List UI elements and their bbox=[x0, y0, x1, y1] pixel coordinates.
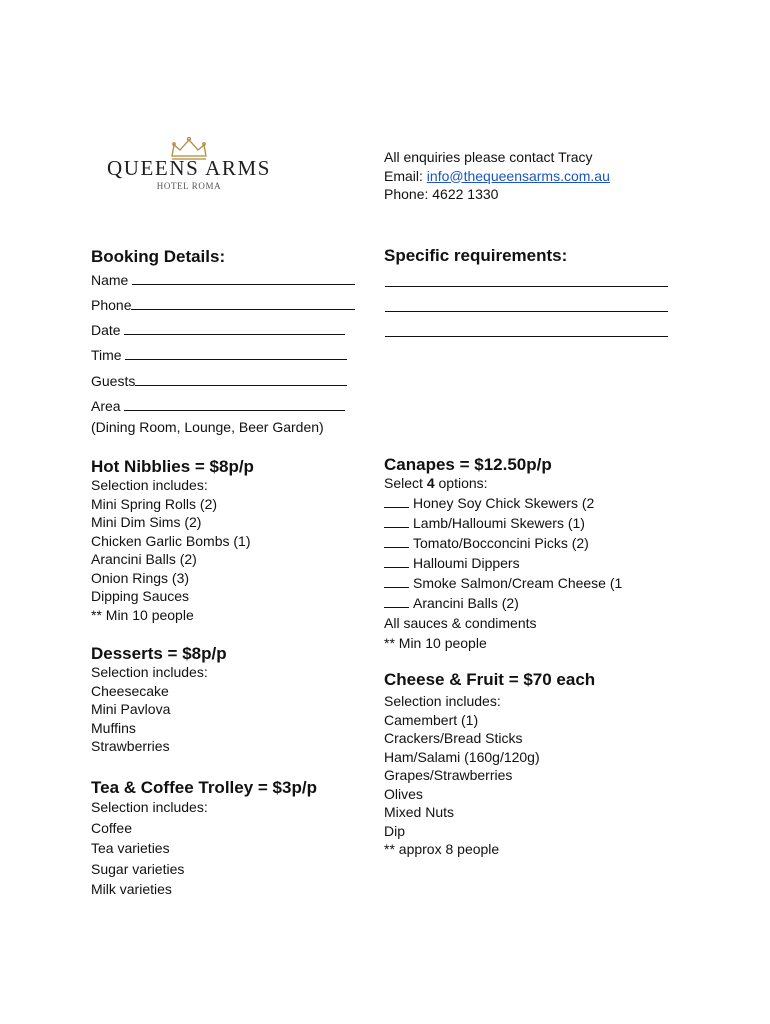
list-item: Mixed Nuts bbox=[384, 804, 455, 820]
list-item: Cheesecake bbox=[91, 682, 169, 699]
canape-option[interactable]: Smoke Salmon/Cream Cheese (1 bbox=[384, 573, 622, 593]
requirements-line-1[interactable] bbox=[385, 286, 668, 287]
list-item: Selection includes: bbox=[384, 693, 501, 709]
list-item: Muffins bbox=[91, 719, 136, 736]
list-item: Strawberries bbox=[91, 738, 170, 754]
hotel-logo bbox=[100, 136, 280, 196]
list-item: Sugar varieties bbox=[91, 860, 185, 877]
list-item: Dip bbox=[384, 822, 406, 839]
canapes-list bbox=[384, 473, 622, 653]
list-item: Crackers/Bread Sticks bbox=[384, 730, 523, 746]
list-item: ** approx 8 people bbox=[384, 841, 500, 857]
list-item: All sauces & condiments bbox=[384, 615, 537, 631]
phone-line: Phone: 4622 1330 bbox=[384, 186, 499, 202]
cheese-heading: Cheese & Fruit = $70 each bbox=[384, 670, 596, 689]
area-note: (Dining Room, Lounge, Beer Garden) bbox=[91, 419, 324, 435]
time-field[interactable]: Time bbox=[91, 347, 347, 363]
option-blank[interactable] bbox=[384, 515, 409, 528]
list-item: Mini Spring Rolls (2) bbox=[91, 495, 218, 512]
logo-name: QUEENS ARMS bbox=[106, 156, 272, 180]
tea-list bbox=[91, 797, 208, 900]
option-blank[interactable] bbox=[384, 575, 409, 588]
list-item: Camembert (1) bbox=[384, 711, 479, 728]
canape-option[interactable]: Tomato/Bocconcini Picks (2) bbox=[384, 533, 622, 553]
nibbles-heading: Hot Nibblies = $8p/p bbox=[91, 457, 254, 476]
list-item: Dipping Sauces bbox=[91, 588, 190, 604]
list-item: Mini Pavlova bbox=[91, 701, 171, 717]
list-item: Selection includes: bbox=[91, 477, 208, 493]
canapes-select-note: Select 4 options: bbox=[384, 475, 488, 491]
booking-heading: Booking Details: bbox=[91, 247, 226, 266]
requirements-heading: Specific requirements: bbox=[384, 246, 568, 265]
phone-field[interactable]: Phone bbox=[91, 297, 355, 313]
canape-option[interactable]: Honey Soy Chick Skewers (2 bbox=[384, 493, 622, 513]
email-link[interactable]: info@thequeensarms.com.au bbox=[426, 167, 610, 184]
list-item: Ham/Salami (160g/120g) bbox=[384, 748, 540, 765]
list-item: Grapes/Strawberries bbox=[384, 767, 513, 783]
nibbles-list bbox=[91, 476, 251, 624]
contact-line: All enquiries please contact Tracy bbox=[384, 149, 593, 165]
list-item: Selection includes: bbox=[91, 799, 208, 815]
desserts-heading: Desserts = $8p/p bbox=[91, 644, 227, 663]
list-item: Tea varieties bbox=[91, 840, 170, 856]
list-item: Chicken Garlic Bombs (1) bbox=[91, 532, 251, 549]
list-item: Onion Rings (3) bbox=[91, 569, 190, 586]
canape-option[interactable]: Lamb/Halloumi Skewers (1) bbox=[384, 513, 622, 533]
list-item: Olives bbox=[384, 785, 423, 802]
list-item: Coffee bbox=[91, 819, 132, 836]
list-item: ** Min 10 people bbox=[91, 606, 194, 623]
requirements-line-3[interactable] bbox=[385, 336, 668, 337]
list-item: Arancini Balls (2) bbox=[91, 551, 197, 567]
option-blank[interactable] bbox=[384, 555, 409, 568]
requirements-line-2[interactable] bbox=[385, 311, 668, 312]
contact-block bbox=[384, 148, 610, 204]
area-field[interactable]: Area bbox=[91, 398, 345, 414]
canape-option[interactable]: Halloumi Dippers bbox=[384, 553, 622, 573]
email-line: Email: info@thequeensarms.com.au bbox=[384, 167, 610, 184]
list-item: Mini Dim Sims (2) bbox=[91, 514, 202, 530]
guests-field[interactable]: Guests bbox=[91, 373, 347, 389]
canape-option[interactable]: Arancini Balls (2) bbox=[384, 593, 622, 613]
desserts-list bbox=[91, 663, 208, 756]
option-blank[interactable] bbox=[384, 535, 409, 548]
list-item: ** Min 10 people bbox=[384, 635, 487, 651]
cheese-list bbox=[384, 692, 540, 859]
list-item: Milk varieties bbox=[91, 881, 172, 897]
list-item: Selection includes: bbox=[91, 664, 208, 680]
canapes-heading: Canapes = $12.50p/p bbox=[384, 455, 552, 474]
name-field[interactable]: Name bbox=[91, 272, 355, 288]
option-blank[interactable] bbox=[384, 495, 409, 508]
logo-subtitle: HOTEL ROMA bbox=[156, 181, 222, 191]
date-field[interactable]: Date bbox=[91, 322, 345, 338]
tea-heading: Tea & Coffee Trolley = $3p/p bbox=[91, 778, 317, 797]
option-blank[interactable] bbox=[384, 595, 409, 608]
